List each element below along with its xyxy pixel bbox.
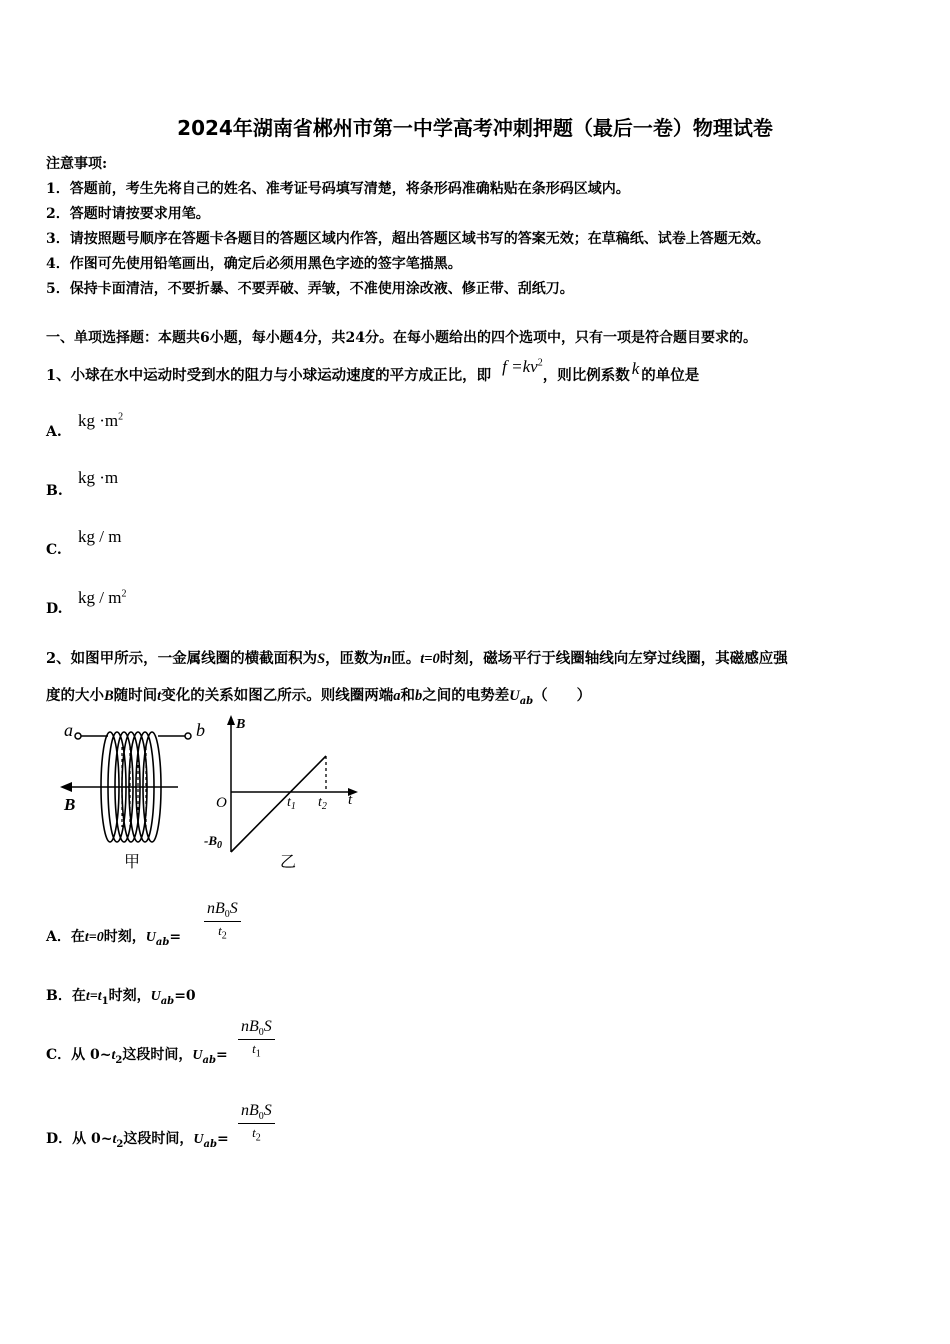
neg-b0-label: $-B_0$ [204,833,222,851]
q1-option-b-label[interactable]: B. [46,483,63,499]
notice-item: 3．请按照题号顺序在答题卡各题目的答题区域内作答，超出答题区域书写的答案无效；在草稿纸、试卷上答题无效。 [46,231,770,247]
q1-formula: $f =kv^2$ [502,357,543,376]
q1-option-c[interactable]: kg / m [78,527,122,546]
graph-caption: 乙 [280,852,297,871]
q1-option-b[interactable]: kg ·m [78,468,119,487]
page-title: 2024年湖南省郴州市第一中学高考冲刺押题（最后一卷）物理试卷 [177,116,773,140]
q1-option-d[interactable]: kg / $m^2$ [78,588,127,607]
question-1: 1、小球在水中运动时受到水的阻力与小球运动速度的平方成正比，即 $f =kv^2$，则比例系数 k 的单位是 [46,357,700,384]
q1-option-c-label[interactable]: C. [46,542,62,558]
q2-option-a-fraction: $nB_0S$ $t_2$ [204,900,241,942]
notice-item: 5．保持卡面清洁，不要折暴、不要弄破、弄皱，不准使用涂改液、修正带、刮纸刀。 [46,281,574,297]
q1-option-d-label[interactable]: D. [46,601,63,617]
question-2-line-2: 度的大小B随时间t变化的关系如图乙所示。则线圈两端a和b之间的电势差$U_{ab}$（ ） [46,687,592,707]
q2-figure [50,712,380,882]
q2-option-d-fraction: $nB_0S$ $t_2$ [238,1102,275,1144]
q1-text: 1、小球在水中运动时受到水的阻力与小球运动速度的平方成正比，即 [46,367,492,384]
q1-option-a-label[interactable]: A. [46,424,62,440]
arrow-up-icon [227,715,235,725]
q2-option-b[interactable]: B．在$t=t_1$时刻，$U_{ab}=0$ [46,988,196,1007]
q2-option-a[interactable]: A．在t=0时刻，$U_{ab}=$ [46,929,182,948]
coil-label-B: B [64,795,76,814]
question-2-line-1: 2、如图甲所示，一金属线圈的横截面积为S，匝数为n匝。t=0时刻，磁场平行于线圈轴线向左穿过线圈，其磁感应强 [46,650,788,667]
terminal-b-icon [185,733,191,739]
notice-item: 2．答题时请按要求用笔。 [46,206,210,222]
q1-option-a[interactable]: kg $\cdot m^2$ [78,411,124,430]
coil-diagram [60,720,205,871]
notice-item: 1．答题前，考生先将自己的姓名、准考证号码填写清楚，将条形码准确粘贴在条形码区域内。 [46,181,630,197]
origin-label: O [216,795,227,811]
coil-label-a: a [64,720,73,740]
notice-item: 4．作图可先使用铅笔画出，确定后必须用黑色字迹的签字笔描黑。 [46,256,462,272]
coil-caption: 甲 [124,852,141,871]
notice-heading: 注意事项: [46,156,108,172]
t1-label: $t_1$ [287,795,296,812]
axis-label-B: B [236,717,246,732]
b-t-graph [204,715,358,871]
section-heading: 一、单项选择题：本题共6小题，每小题4分，共24分。在每小题给出的四个选项中，只有一项是符合题目要求的。 [46,330,757,346]
coil-label-b: b [196,720,205,740]
b-t-line [231,756,326,852]
q2-option-d[interactable]: D．从 $0\sim t_2$这段时间，$U_{ab}=$ [46,1131,229,1150]
terminal-a-icon [75,733,81,739]
axis-label-t: t [348,792,353,808]
q2-option-c[interactable]: C．从 $0\sim t_2$这段时间，$U_{ab}=$ [46,1047,228,1066]
arrow-left-icon [60,782,72,792]
t2-label: $t_2$ [318,795,327,812]
q2-option-c-fraction: $nB_0S$ $t_1$ [238,1018,275,1060]
q1-k: k [631,359,640,378]
